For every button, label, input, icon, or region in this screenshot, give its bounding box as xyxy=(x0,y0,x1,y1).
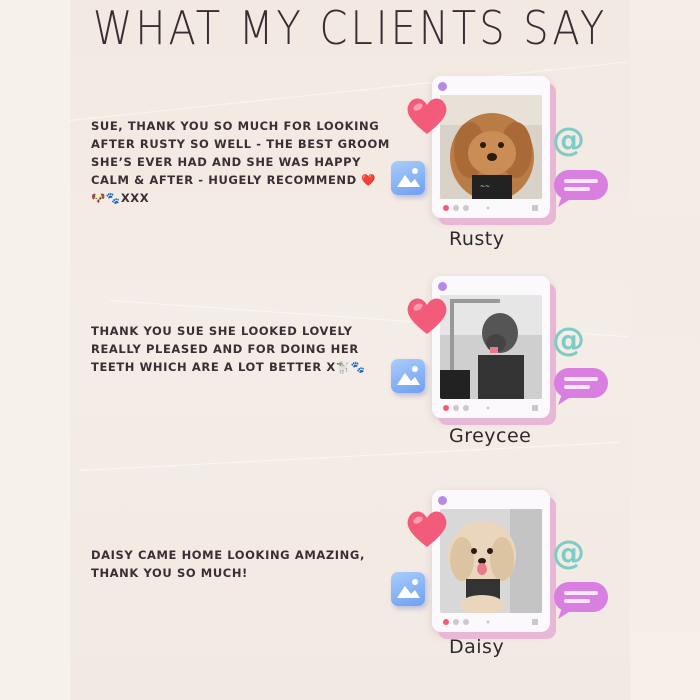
dog-name-rusty: Rusty xyxy=(449,228,505,250)
post-action-bar xyxy=(442,618,540,626)
heart-icon xyxy=(405,96,449,136)
phone-frame xyxy=(432,76,550,218)
svg-text:~~: ~~ xyxy=(480,183,491,190)
profile-dot xyxy=(438,282,447,291)
at-sign-icon: @ xyxy=(552,320,585,359)
chat-bubble-icon xyxy=(552,366,610,406)
testimonial-text-rusty: SUE, THANK YOU SO MUCH FOR LOOKING AFTER RUSTY SO WELL - THE BEST GROOM SHE’S EVER HAD AND SHE WAS HAPPY CALM & AFTER - HUGELY RECOMMEND ❤️🐶🐾XXX xyxy=(91,119,390,205)
heart-icon xyxy=(405,296,449,336)
at-sign-icon: @ xyxy=(552,533,585,572)
image-icon xyxy=(391,161,425,195)
dog-photo-rusty xyxy=(440,95,542,199)
dog-name-daisy: Daisy xyxy=(449,636,505,658)
paper-crease xyxy=(80,442,619,471)
testimonial-text-daisy: DAISY CAME HOME LOOKING AMAZING, THANK YOU SO MUCH! xyxy=(91,548,365,580)
phone-frame xyxy=(432,490,550,632)
testimonial-text-greycee: THANK YOU SUE SHE LOOKED LOVELY REALLY PLEASED AND FOR DOING HER TEETH WHICH ARE A LOT BETTER X🐩🐾 xyxy=(91,324,366,374)
dog-photo-daisy xyxy=(440,509,542,613)
post-action-bar xyxy=(442,204,540,212)
heart-icon xyxy=(405,509,449,549)
phone-frame xyxy=(432,276,550,418)
image-icon xyxy=(391,572,425,606)
dog-photo-greycee xyxy=(440,295,542,399)
chat-bubble-icon xyxy=(552,580,610,620)
dog-name-greycee: Greycee xyxy=(449,425,532,447)
page-title: WHAT MY CLIENTS SAY xyxy=(92,2,608,56)
profile-dot xyxy=(438,496,447,505)
chat-bubble-icon xyxy=(552,168,610,208)
at-sign-icon: @ xyxy=(552,120,585,159)
image-icon xyxy=(391,359,425,393)
profile-dot xyxy=(438,82,447,91)
post-action-bar xyxy=(442,404,540,412)
